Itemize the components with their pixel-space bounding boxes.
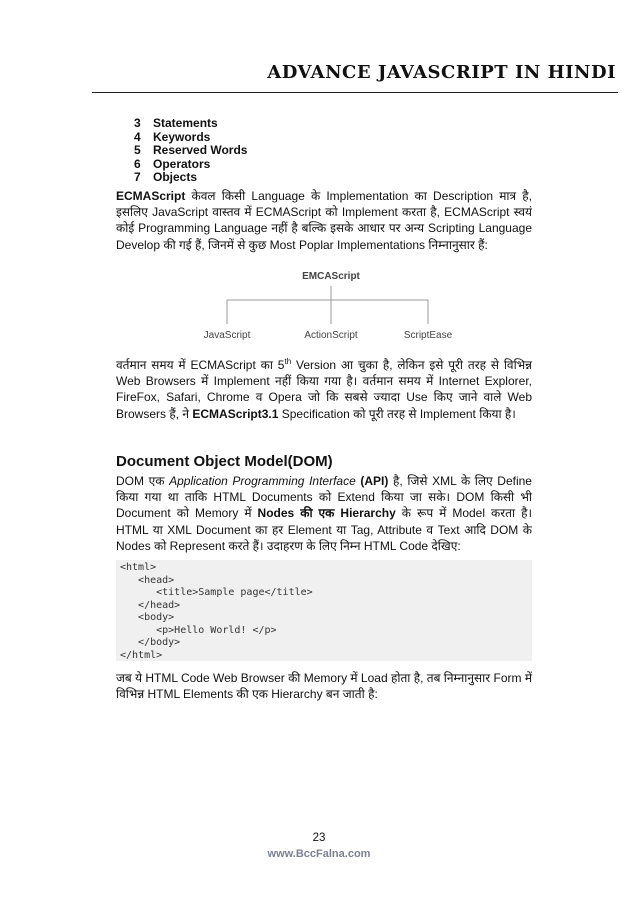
list-item-label: Reserved Words (153, 143, 248, 158)
list-item (134, 171, 247, 185)
list-item (134, 144, 247, 158)
list-item-number: 3 (134, 116, 141, 130)
page-number: 23 (312, 832, 326, 844)
list-item-number: 4 (134, 129, 141, 144)
diagram-root-label: EMCAScript (302, 271, 360, 282)
diagram-node-javascript: JavaScript (203, 330, 251, 341)
list-item-number: 7 (134, 170, 141, 185)
list-item (134, 158, 247, 172)
paragraph-text: DOM एक (116, 474, 170, 488)
paragraph-dom-intro (116, 473, 532, 554)
code-block (116, 560, 532, 661)
header-rule (92, 92, 618, 93)
list-item (134, 131, 247, 145)
code-line: </body> (120, 637, 181, 648)
header-title: ADVANCE JAVASCRIPT IN HINDI (267, 62, 616, 83)
code-line: <title>Sample page</title> (120, 587, 313, 598)
footer-site-link[interactable]: www.BccFalna.com (267, 848, 371, 860)
paragraph-dom-hierarchy: जब ये HTML Code Web Browser की Memory में Load होता है, तब निम्नानुसार Form में विभिन्न HTML Elements की एक Hierarchy बन जाती है: (116, 671, 532, 702)
list-item-label: Keywords (153, 129, 211, 144)
code-line: <p>Hello World! </p> (120, 624, 277, 636)
list-item-label: Operators (153, 156, 211, 171)
list-item (134, 117, 247, 131)
paragraph-text: के रूप में Model करता है। HTML या XML Document का हर Element या Tag, Attribute व Text आदि DOM के Nodes को Represent करते हैं। उदाहरण के लिए निम्न HTML Code देखिए: (116, 506, 533, 553)
list-item-number: 5 (134, 143, 141, 158)
diagram-node-actionscript: ActionScript (304, 330, 358, 341)
term-api: (API) (355, 474, 389, 488)
paragraph-ecmascript-version (116, 354, 532, 422)
paragraph-text: Version आ चुका है, लेकिन इसे पूरी तरह से विभिन्न Web Browsers में Implement नहीं किया गया है। वर्तमान समय में Internet Explorer, FireFox, Safari, Chrome व Opera जो कि सबसे ज्यादा Use किए जाने वाले Web Browsers हैं, ने (116, 358, 532, 421)
superscript: th (284, 357, 292, 366)
section-heading: Document Object Model(DOM) (116, 453, 333, 470)
paragraph-text: Specification को पूरी तरह से Implement किया है। (278, 406, 516, 421)
list-item-label: Statements (153, 116, 218, 130)
code-line: </head> (120, 599, 181, 611)
paragraph-text: केवल किसी Language के Implementation का Description मात्र है, इसलिए JavaScript वास्तव में ECMAScript को Implement करता है, ECMAScript स्वयं कोई Programming Language नहीं है बल्कि इसके आधार पर अन्य Scripting Language Develop की गई हैं, जिनमें से कुछ Most Poplar Implementations निम्नानुसार हैं: (116, 189, 532, 252)
code-line: </html> (120, 649, 163, 661)
term-nodes-hierarchy: Nodes की एक Hierarchy (257, 506, 396, 521)
term-ecmascript31: ECMAScript3.1 (192, 406, 279, 421)
paragraph-ecmascript-intro (116, 188, 532, 253)
list-item-label: Objects (153, 170, 198, 185)
ecmascript-hierarchy-diagram (190, 266, 490, 346)
code-line: <body> (120, 612, 175, 623)
diagram-node-scriptease: ScriptEase (403, 330, 453, 341)
list-item-number: 6 (134, 156, 141, 171)
code-line: <head> (120, 574, 175, 586)
term-api-italic: Application Programming Interface (169, 474, 356, 488)
toc-list (134, 117, 247, 185)
paragraph-text: है, जिसे XML के लिए Define किया गया था ताकि HTML Documents को Extend किया जा सके। DOM किसी भी Document को Memory में (116, 474, 532, 521)
code-line: <html> (120, 562, 157, 573)
paragraph-text: वर्तमान समय में ECMAScript का 5 (116, 358, 285, 372)
term-ecmascript: ECMAScript (116, 189, 186, 203)
